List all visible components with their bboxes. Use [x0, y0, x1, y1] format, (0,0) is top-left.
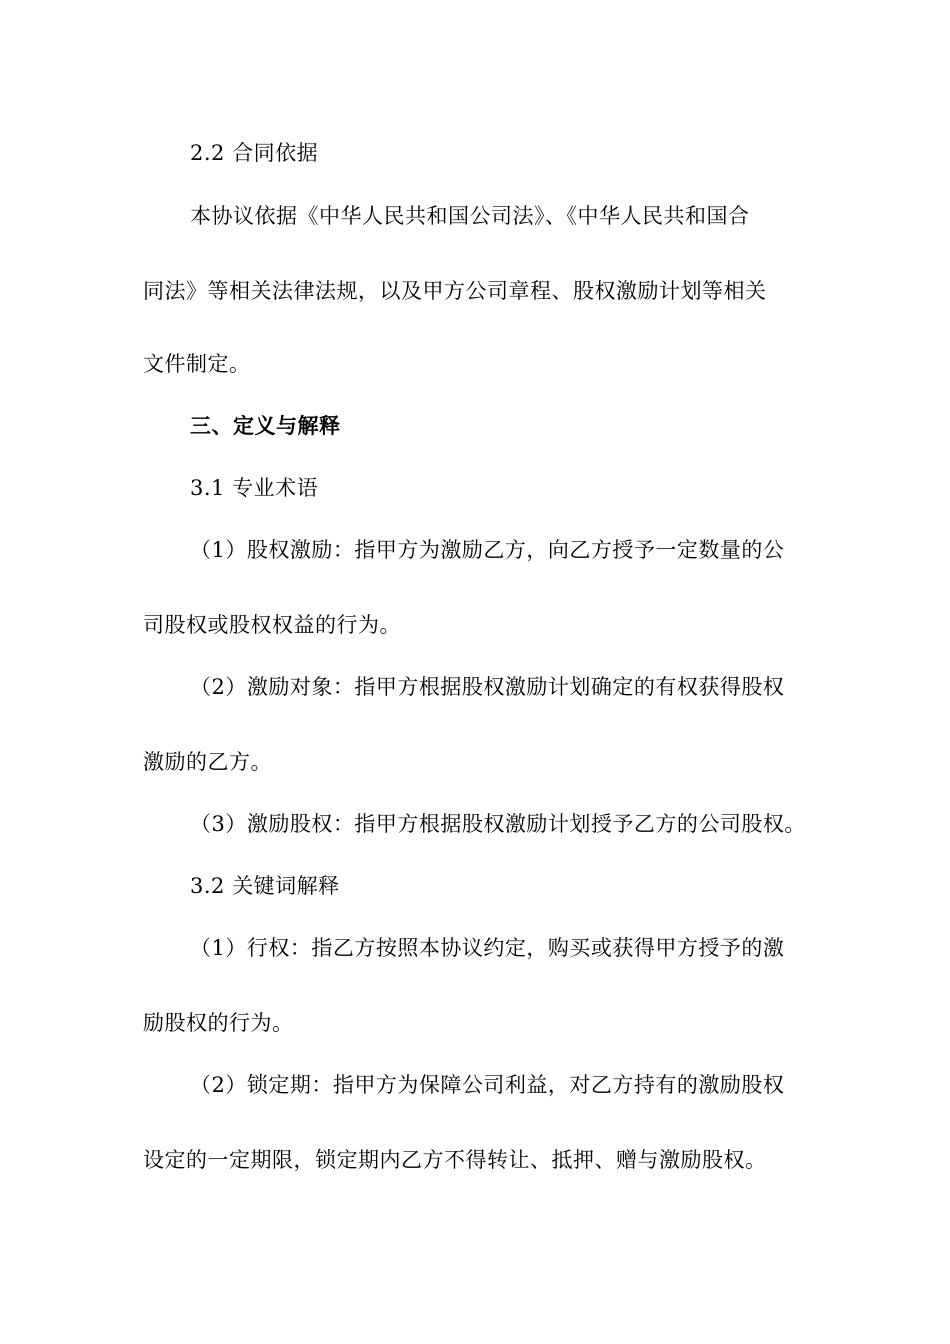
paragraph-line: 本协议依据《中华人民共和国公司法》、《中华人民共和国合 — [190, 204, 750, 228]
paragraph-line: 励股权的行为。 — [143, 1011, 294, 1035]
paragraph-line: （3）激励股权：指甲方根据股权激励计划授予乙方的公司股权。 — [190, 812, 806, 836]
chapter-heading-3: 三、定义与解释 — [190, 413, 341, 438]
paragraph-line: 同法》等相关法律法规，以及甲方公司章程、股权激励计划等相关 — [143, 279, 767, 303]
paragraph-line: （1）股权激励：指甲方为激励乙方，向乙方授予一定数量的公 — [190, 538, 785, 562]
paragraph-line: （2）锁定期：指甲方为保障公司利益，对乙方持有的激励股权 — [190, 1073, 785, 1097]
section-heading-3-1: 3.1 专业术语 — [190, 476, 319, 500]
paragraph-line: 设定的一定期限，锁定期内乙方不得转让、抵押、赠与激励股权。 — [143, 1148, 767, 1172]
paragraph-line: （2）激励对象：指甲方根据股权激励计划确定的有权获得股权 — [190, 675, 785, 699]
section-heading-2-2: 2.2 合同依据 — [190, 141, 319, 165]
paragraph-line: （1）行权：指乙方按照本协议约定，购买或获得甲方授予的激 — [190, 936, 785, 960]
section-heading-3-2: 3.2 关键词解释 — [190, 874, 340, 898]
paragraph-line: 激励的乙方。 — [143, 750, 272, 774]
paragraph-line: 文件制定。 — [143, 352, 251, 376]
paragraph-line: 司股权或股权权益的行为。 — [143, 613, 401, 637]
